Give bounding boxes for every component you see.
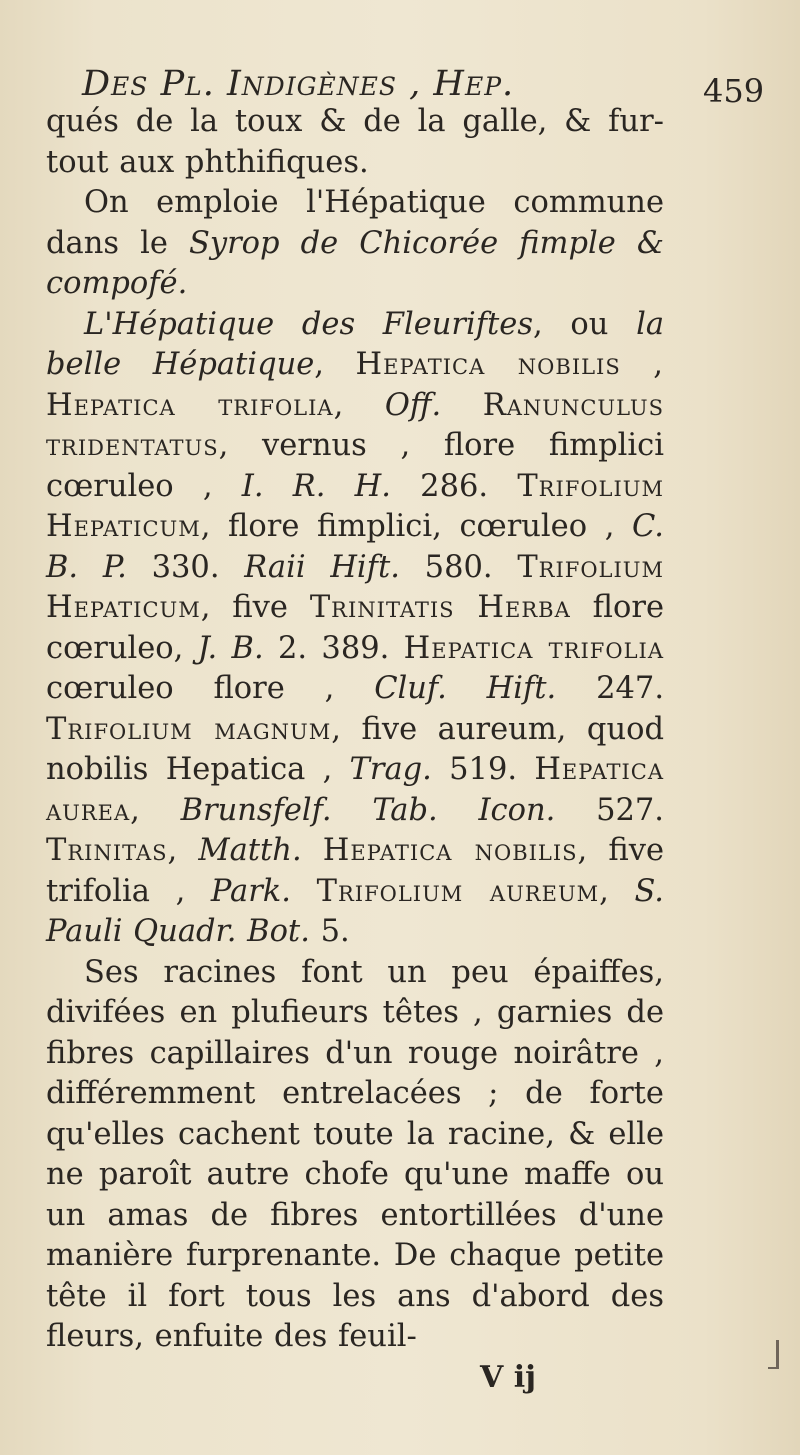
p3-seg: Hepatica aurea bbox=[46, 752, 664, 828]
p3-seg: 5. bbox=[309, 914, 350, 949]
p3-seg: , five aureum, quod nobilis Hepatica , bbox=[46, 711, 664, 787]
running-title: Des Pl. Indigènes , Hep. bbox=[82, 64, 515, 104]
p3-seg: Trifolium aureum bbox=[316, 873, 600, 909]
p3-seg: cœruleo flore , bbox=[46, 671, 375, 706]
p3-seg: 2. 389. bbox=[263, 630, 404, 666]
p3-seg: C. B. P. bbox=[46, 509, 664, 585]
p3-seg: Trifolium magnum bbox=[46, 711, 332, 747]
p3-seg: Trag. bbox=[349, 752, 432, 787]
p3-seg: 527. bbox=[555, 792, 664, 828]
p3-seg: Raii Hift. bbox=[244, 549, 400, 585]
p3-seg: , five bbox=[200, 590, 310, 625]
body-text bbox=[46, 102, 664, 1358]
p3-seg: I. R. H. bbox=[241, 468, 391, 504]
p3-seg: , five trifolia , bbox=[46, 833, 665, 909]
paragraph-4: Ses racines font un peu épaiffes, divifées en plufieurs têtes , garnies de fibres capillaires d'un rouge noirâtre , différemment entrelacées ; de forte qu'elles cachent toute la racine, & elle ne paroît autre chofe qu'une maffe ou un amas de fibres entortillées d'une manière furprenante. De chaque petite tête il fort tous les ans d'abord des fleurs, enfuite des feuil- bbox=[46, 954, 664, 1354]
p2-italic: Syrop de Chicorée fimple & compofé. bbox=[46, 225, 664, 301]
p3-seg: 330. bbox=[126, 549, 245, 585]
p3-seg: 247. bbox=[556, 671, 665, 706]
p3-seg: 286. bbox=[390, 468, 518, 504]
p3-seg: , bbox=[333, 387, 385, 423]
p3-seg: , flore fimplici, cœruleo , bbox=[200, 509, 633, 544]
p3-seg: Matth. bbox=[198, 833, 302, 868]
p3-seg bbox=[302, 833, 323, 868]
p3-seg: , bbox=[599, 873, 635, 909]
p3-seg: Park. bbox=[210, 873, 291, 909]
p3-seg: Brunsfelf. Tab. Icon. bbox=[180, 792, 556, 828]
p3-seg: Trinitas bbox=[46, 833, 168, 868]
p3-seg: Trinitatis Herba bbox=[309, 590, 571, 625]
p3-seg: Off. bbox=[384, 387, 442, 423]
p3-seg: S. Pauli Quadr. Bot. bbox=[46, 873, 664, 949]
p3-seg: Cluf. Hift. bbox=[374, 671, 557, 706]
p3-seg: , bbox=[314, 347, 356, 382]
page-number: 459 bbox=[703, 72, 765, 110]
p3-seg: Hepatica nobilis bbox=[322, 833, 578, 868]
p3-seg: , vernus , flore fimplici cœruleo , bbox=[46, 428, 664, 504]
p3-seg: Hepatica nobilis , Hepatica trifolia bbox=[46, 347, 664, 423]
p3-seg: , bbox=[167, 833, 199, 868]
p3-seg: Trifolium Hepaticum bbox=[46, 549, 664, 625]
p3-seg: Ranunculus tridentatus bbox=[46, 387, 664, 463]
p3-seg: 519. bbox=[431, 752, 535, 787]
paragraph-2 bbox=[46, 183, 664, 305]
p3-seg: , ou bbox=[533, 306, 637, 342]
p3-seg: 580. bbox=[399, 549, 518, 585]
p3-seg: la belle Hépatique bbox=[46, 306, 665, 382]
margin-mark bbox=[776, 1340, 779, 1368]
p3-seg: L'Hépatique des Fleuriftes bbox=[84, 306, 533, 342]
p3-seg bbox=[291, 874, 317, 909]
paragraph-1: qués de la toux & de la galle, & fur-tout aux phthifiques. bbox=[46, 104, 664, 180]
p3-seg: flore cœruleo, bbox=[46, 590, 664, 666]
p3-seg: J. B. bbox=[197, 630, 264, 666]
p3-seg bbox=[441, 388, 483, 423]
paragraph-3 bbox=[46, 305, 664, 953]
p3-seg: , bbox=[130, 792, 181, 828]
signature-mark: V ij bbox=[480, 1360, 536, 1395]
p3-seg: Hepatica trifolia bbox=[403, 630, 664, 666]
p3-seg: Trifolium Hepaticum bbox=[46, 468, 664, 544]
p2-text: On emploie l'Hépatique commune dans le bbox=[46, 185, 664, 261]
